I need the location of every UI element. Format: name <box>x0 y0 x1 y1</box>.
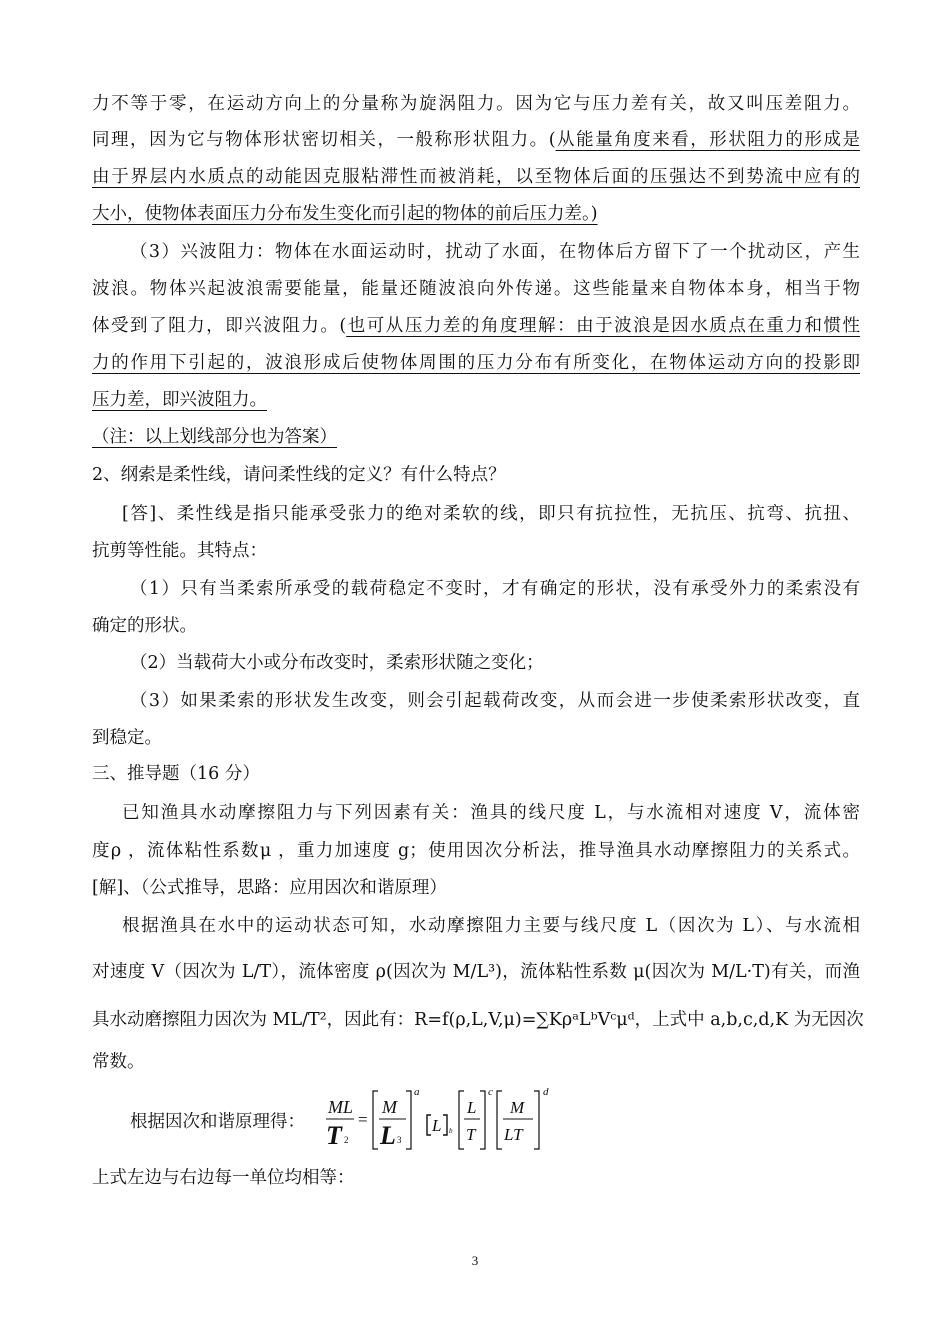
text-span: （1）只有当柔索所承受的载荷稳定不变时，才有确定的形状，没有承受外力的柔索没有 <box>130 579 860 599</box>
text-span: [解]、（公式推导，思路：应用因次和谐原理） <box>92 878 447 898</box>
text-line <box>92 165 860 189</box>
t1-den-exponent: 3 <box>397 1135 402 1145</box>
text-span: 同理，因为它与物体形状密切相关，一般称形状阻力。( <box>92 130 556 150</box>
exponent-b: b <box>449 1127 453 1135</box>
text-span: （3）兴波阻力：物体在水面运动时，扰动了水面，在物体后方留下了一个扰动区，产生 <box>130 242 860 262</box>
text-span: （3）如果柔索的形状发生改变，则会引起载荷改变，从而会进一步使柔索形状改变，直 <box>130 691 860 711</box>
text-line <box>92 960 860 984</box>
left-bracket <box>497 1091 502 1149</box>
underlined-answer: 大小，使物体表面压力分布发生变化而引起的物体的前后压力差。) <box>92 204 598 224</box>
t3-numerator: L <box>467 1098 477 1117</box>
text-line <box>92 202 860 226</box>
text-span: 体受到了阻力，即兴波阻力。( <box>92 316 347 336</box>
text-span: 三、推导题（16 分） <box>92 764 260 784</box>
right-bracket <box>534 1091 539 1149</box>
text-span: 常数。 <box>92 1052 145 1072</box>
list-item <box>130 577 860 601</box>
text-line <box>92 351 860 375</box>
page-number: 3 <box>471 1253 479 1268</box>
text-span: 根据渔具在水中的运动状态可知，水动摩擦阻力主要与线尺度 L（因次为 L）、与水流相 <box>122 916 860 936</box>
text-line <box>92 1008 864 1032</box>
right-bracket <box>480 1091 485 1149</box>
section-heading <box>92 762 860 786</box>
underlined-answer: 也可从压力差的角度理解：由于波浪是因水质点在重力和惯性 <box>346 316 861 336</box>
t1-denominator: L <box>380 1121 396 1150</box>
text-span: 对速度 V（因次为 L/T），流体密度 ρ(因次为 M/L³)，流体粘性系数 μ(因次为 M/L·T)有关，而渔 <box>92 962 860 982</box>
lhs-denominator: T <box>326 1121 342 1150</box>
text-line <box>92 839 860 863</box>
t1-numerator: M <box>382 1097 397 1117</box>
text-line <box>92 1050 860 1074</box>
exponent-c: c <box>488 1086 493 1098</box>
text-span: （2）当载荷大小或分布改变时，柔索形状随之变化； <box>130 653 544 673</box>
text-span: 2、纲索是柔性线，请问柔性线的定义？有什么特点？ <box>92 465 506 485</box>
right-bracket <box>406 1091 411 1149</box>
underlined-note: （注：以上划线部分也为答案） <box>92 427 337 447</box>
answer-line <box>122 502 860 526</box>
underlined-answer: 力的作用下引起的，波浪形成后使物体周围的压力分布有所变化，在物体运动方向的投影即 <box>92 353 860 373</box>
text-line <box>92 539 860 563</box>
note-line <box>92 425 860 449</box>
question-2 <box>92 463 860 487</box>
formula-label: 根据因次和谐原理得： <box>130 1112 305 1132</box>
t4-numerator: M <box>510 1098 525 1117</box>
text-line <box>122 801 860 825</box>
right-bracket <box>443 1115 447 1135</box>
solution-line <box>92 876 860 900</box>
list-item <box>130 651 860 675</box>
exponent-a: a <box>414 1086 420 1098</box>
text-span: 已知渔具水动摩擦阻力与下列因素有关：渔具的线尺度 L，与水流相对速度 V，流体密 <box>122 803 860 823</box>
lhs-den-exponent: 2 <box>344 1135 349 1145</box>
text-span: 力不等于零，在运动方向上的分量称为旋涡阻力。因为它与压力差有关，故又叫压差阻力。 <box>92 94 860 114</box>
text-line <box>92 128 860 152</box>
text-line <box>92 314 860 338</box>
text-line <box>92 388 860 412</box>
text-line <box>92 726 860 750</box>
text-span: [答]、柔性线是指只能承受张力的绝对柔软的线，即只有抗拉性，无抗压、抗弯、抗扭、 <box>122 504 860 524</box>
text-span: 抗剪等性能。其特点： <box>92 541 267 561</box>
underlined-answer: 由于界层内水质点的动能因克服粘滞性而被消耗，以至物体后面的压强达不到势流中应有的 <box>92 167 860 187</box>
text-span: 到稳定。 <box>92 728 162 748</box>
text-span: 具水动磨擦阻力因次为 ML/T²，因此有：R=f(ρ,L,V,μ)=∑KρᵃLᵇVᶜμᵈ，上式中 a,b,c,d,K 为无因次 <box>92 1010 864 1030</box>
t2-symbol: L <box>432 1116 442 1135</box>
list-item <box>130 689 860 713</box>
t3-denominator: T <box>466 1125 476 1144</box>
dimension-equation <box>322 1085 562 1157</box>
underlined-answer: 从能量角度来看，形状阻力的形成是 <box>555 130 860 150</box>
text-span: 确定的形状。 <box>92 616 197 636</box>
underlined-answer: 压力差，即兴波阻力。 <box>92 390 267 410</box>
lhs-numerator: ML <box>328 1097 354 1117</box>
text-line <box>130 240 860 264</box>
text-span: 波浪。物体兴起波浪需要能量，能量还随波浪向外传递。这些能量来自物体本身，相当于物 <box>92 279 860 299</box>
equals-sign: = <box>358 1110 368 1129</box>
text-line <box>92 277 860 301</box>
text-line <box>92 1166 860 1190</box>
exponent-d: d <box>543 1086 549 1098</box>
text-line <box>122 914 860 938</box>
text-line <box>92 92 860 116</box>
t4-denominator: LT <box>504 1125 523 1144</box>
left-bracket <box>427 1115 431 1135</box>
text-line <box>92 614 860 638</box>
text-span: 上式左边与右边每一单位均相等： <box>92 1168 355 1188</box>
text-span: 度ρ ，流体粘性系数μ ，重力加速度 g；使用因次分析法，推导渔具水动摩擦阻力的关系式。 <box>92 841 860 861</box>
left-bracket <box>373 1091 378 1149</box>
left-bracket <box>459 1091 464 1149</box>
